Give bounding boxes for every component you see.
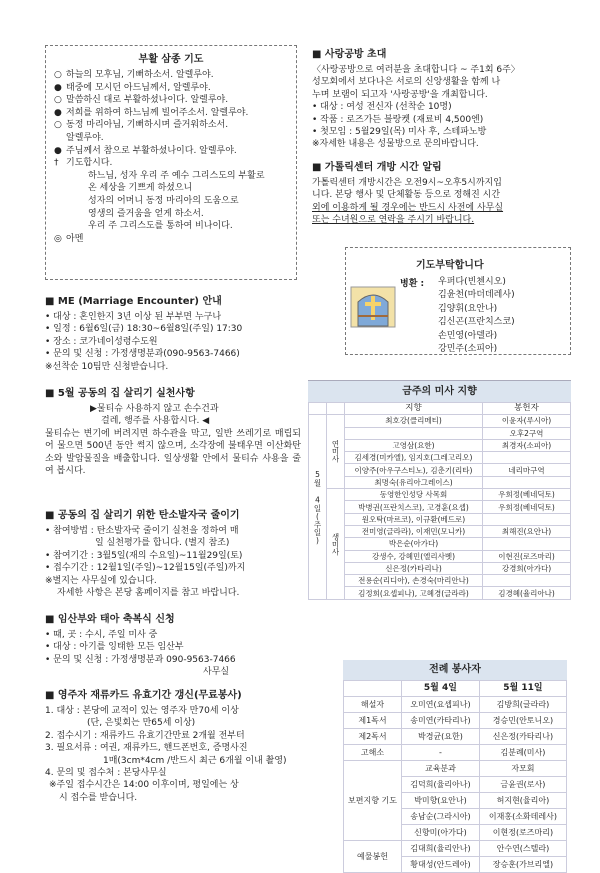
table-row bbox=[309, 562, 571, 574]
table-row bbox=[309, 464, 571, 476]
table-row bbox=[309, 525, 571, 537]
workshop-title: ■ 사랑공방 초대 bbox=[312, 49, 387, 60]
me-section bbox=[45, 292, 300, 373]
stained-glass-icon bbox=[350, 286, 396, 328]
workshop-line: • 대상 : 여성 전신자 (선착순 10명) bbox=[312, 102, 452, 113]
server-cell: 이재홍(소화데레사) bbox=[479, 809, 566, 825]
table-row bbox=[309, 415, 571, 427]
role-cell: 고해소 bbox=[344, 745, 402, 761]
carbon-line: • 참여방법 : 탄소발자국 줄이기 실천을 정하여 매 bbox=[45, 526, 239, 536]
table-row bbox=[309, 587, 571, 599]
workshop-line: • 작품 : 로즈가든 블랑켓 (재료비 4,500엔) bbox=[312, 114, 484, 125]
prayer-lines bbox=[54, 69, 288, 245]
prayer-line bbox=[54, 195, 288, 208]
pregnancy-line: • 문의 및 신청 : 가정생명분과 090-9563-7466 bbox=[45, 654, 236, 665]
prayer-line bbox=[54, 94, 288, 107]
server-cell: - bbox=[402, 745, 480, 761]
role-cell: 제2독서 bbox=[344, 729, 402, 745]
card-line: 1. 대상 : 본당에 교적이 있는 영주자 만70세 이상 bbox=[45, 706, 239, 716]
workshop-line: 누며 보램이 되고자 '사랑공방'을 개최합니다. bbox=[312, 89, 488, 100]
carbon-line: ※별지는 사무실에 있습니다. bbox=[45, 575, 157, 586]
center-line: 니다. 본당 행사 및 단체활동 등으로 정해진 시간 bbox=[312, 190, 501, 201]
prayer-line bbox=[54, 82, 288, 95]
prayer-line bbox=[54, 132, 288, 145]
prayer-text: 하늘의 모후님, 기뻐하소서. 알렐루야. bbox=[66, 70, 214, 80]
mass-date-header bbox=[309, 403, 327, 415]
prayer-name: 김양휘(요안나) bbox=[438, 303, 498, 314]
prayer-text: 태중에 모시던 아드님께서, 알렐루야. bbox=[66, 82, 211, 93]
center-line: 또는 수녀원으로 연락을 주시기 바랍니다. bbox=[312, 215, 475, 226]
pregnancy-line: • 대상 : 아기를 잉태한 모든 임산부 bbox=[45, 642, 184, 653]
server-cell: 경승민(안토니오) bbox=[479, 713, 566, 729]
card-line: 3. 필요서류 : 여권, 재류카드, 핸드폰번호, 증명사진 bbox=[45, 743, 248, 754]
offerer-cell: 오후2구역 bbox=[483, 427, 571, 439]
center-line: 외에 이용하게 될 경우에는 반드시 사전에 사무실 bbox=[312, 202, 504, 213]
prayer-text: 말씀하신 대로 부활하셨나이다. 알렐루야. bbox=[66, 95, 229, 106]
intention-cell: 이양주(아우구스티노), 김춘기(리타) bbox=[345, 464, 483, 476]
server-cell: 신은정(카타리나) bbox=[479, 729, 566, 745]
carbon-line: • 접수기간 : 12월1일(주일)~12월15일(주일)까지 bbox=[45, 563, 246, 574]
server-cell: 금윤권(로사) bbox=[479, 777, 566, 793]
me-title: ■ ME (Marriage Encounter) 안내 bbox=[45, 296, 222, 307]
card-line: 시 접수를 받습니다. bbox=[59, 792, 138, 803]
carbon-line: 자세한 사항은 본당 홈페이지를 참고 바랍니다. bbox=[57, 588, 240, 599]
pregnancy-title: ■ 임산부와 태아 축복식 신청 bbox=[45, 614, 175, 625]
group-cell: 자모회 bbox=[479, 761, 566, 777]
prayer-text: 동정 마리아님, 기뻐하시며 즐거워하소서. bbox=[66, 120, 229, 131]
offerer-cell: 이윤자(루시아) bbox=[483, 415, 571, 427]
server-cell: 장승훈(가브리엘) bbox=[479, 857, 566, 873]
card-title: ■ 영주자 재류카드 유효기간 갱신(무료봉사) bbox=[45, 690, 242, 701]
prayer-marker: ○ bbox=[54, 120, 62, 131]
prayer-text: 알렐루야. bbox=[66, 132, 104, 143]
workshop-line: ※자세한 내용은 성물방으로 문의바랍니다. bbox=[312, 139, 479, 150]
prayer-line bbox=[54, 107, 288, 120]
carbon-section bbox=[45, 506, 301, 599]
table-row bbox=[309, 501, 571, 513]
prayer-request-box bbox=[345, 247, 571, 355]
table-row bbox=[309, 452, 571, 464]
carbon-line: 일 실천평가를 합니다. (별지 참조) bbox=[95, 538, 230, 549]
prayer-name: 김신곤(프란치스코) bbox=[438, 317, 515, 328]
offerer-cell bbox=[483, 452, 571, 464]
tissue-body: 물티슈는 변기에 버려지면 하수관을 막고, 일반 쓰레기로 매립되어 물으면 500년 동안 썩지 않으며, 소각장에 불태우면 이산화탄소와 발암물질을 배출합니다. 일상생활 안에서 물티슈 사용을 줄여 봅시다. bbox=[45, 428, 301, 477]
prayer-line bbox=[54, 208, 288, 221]
workshop-line: 성모회에서 보다나은 서로의 신앙생활을 함께 나 bbox=[312, 77, 501, 88]
table-row bbox=[309, 427, 571, 439]
intention-cell: 최명숙(유리아그레이스) bbox=[345, 476, 483, 488]
tissue-section bbox=[45, 384, 301, 477]
server-cell: 오미연(요셉피나) bbox=[402, 697, 480, 713]
card-line: ※주일 접수시간은 14:00 이후이며, 평일에는 상 bbox=[49, 780, 239, 791]
mass-group-memorial: 연미사 bbox=[327, 415, 345, 489]
prayer-text: 온 세상을 기쁘게 하셨으니 bbox=[88, 183, 193, 194]
server-cell: 송남순(그라시아) bbox=[402, 809, 480, 825]
intention-cell: 신은정(카타리나) bbox=[345, 562, 483, 574]
offerer-cell: 최경자(소피아) bbox=[483, 439, 571, 451]
liturgy-table bbox=[343, 680, 567, 873]
server-cell: 박미향(요안나) bbox=[402, 793, 480, 809]
role-cell: 제1독서 bbox=[344, 713, 402, 729]
prayer-marker: ○ bbox=[54, 70, 62, 80]
role-cell: 해설자 bbox=[344, 697, 402, 713]
liturgy-title: 전례 봉사자 bbox=[343, 660, 567, 680]
prayer-line bbox=[54, 170, 288, 183]
me-line: • 일정 : 6월6일(금) 18:30~6월8일(주일) 17:30 bbox=[45, 324, 243, 335]
center-title: ■ 가톨릭센터 개방 시간 알림 bbox=[312, 162, 442, 173]
table-row bbox=[309, 513, 571, 525]
offerer-cell: 강경희(아가다) bbox=[483, 562, 571, 574]
workshop-line: 〈사랑공방으로 여러분을 초대합니다 ~ 주1회 6주〉 bbox=[312, 65, 520, 75]
intention-cell: 고영삼(요한) bbox=[345, 439, 483, 451]
prayer-line bbox=[54, 233, 288, 246]
card-line: (단, 은빛회는 만65세 이상) bbox=[87, 718, 196, 729]
table-row bbox=[344, 729, 567, 745]
intention-cell: 전용순(리디아), 손경숙(마리안나) bbox=[345, 575, 483, 587]
prayer-name: 우퍼다(빈첸시오) bbox=[438, 277, 506, 287]
server-cell: 황대성(안드레아) bbox=[402, 857, 480, 873]
prayer-marker: ● bbox=[54, 107, 62, 118]
prayer-line bbox=[54, 182, 288, 195]
me-line: • 문의 및 신청 : 가정생명분과(090-9563-7466) bbox=[45, 349, 240, 360]
table-row bbox=[309, 575, 571, 587]
mass-intentions-title: 금주의 미사 지향 bbox=[308, 380, 571, 402]
me-line: • 장소 : 코가네이성령수도원 bbox=[45, 336, 158, 347]
server-cell: 안수연(스텔라) bbox=[479, 841, 566, 857]
prayer-marker bbox=[54, 132, 66, 145]
prayer-text: 아멘 bbox=[66, 233, 84, 244]
prayer-marker: ○ bbox=[54, 95, 62, 106]
tissue-sub: 걸레, 행주를 사용합시다. ◀ bbox=[101, 416, 210, 427]
prayer-name: 강민주(소피아) bbox=[438, 344, 498, 355]
date2-header: 5월 11일 bbox=[479, 681, 566, 697]
prayer-name: 김윤천(마더데레사) bbox=[438, 290, 515, 301]
intention-cell: 박병권(프란치스코), 고경훈(요셉) bbox=[345, 501, 483, 513]
prayer-text: 하느님, 성자 우리 주 예수 그리스도의 부활로 bbox=[88, 170, 265, 181]
card-section bbox=[45, 686, 301, 804]
server-cell: 김대희(율리안나) bbox=[402, 841, 480, 857]
illness-label: 병환 : bbox=[400, 279, 425, 289]
tissue-sub: ▶물티슈 사용하지 않고 손수건과 bbox=[90, 404, 219, 414]
card-line: 2. 접수시기 : 재류카드 유효기간만료 2개월 전부터 bbox=[45, 730, 245, 741]
mass-type-header bbox=[327, 403, 345, 415]
prayer-text: 영생의 즐거움을 얻게 하소서. bbox=[88, 208, 204, 219]
server-cell: 김덕희(율리아나) bbox=[402, 777, 480, 793]
table-row bbox=[309, 550, 571, 562]
offerer-header: 봉헌자 bbox=[483, 403, 571, 415]
offerer-cell bbox=[483, 538, 571, 550]
intention-header: 지향 bbox=[345, 403, 483, 415]
table-row bbox=[344, 745, 567, 761]
prayer-marker: ● bbox=[54, 145, 62, 156]
table-row bbox=[309, 476, 571, 488]
prayer-marker: ◎ bbox=[54, 233, 62, 244]
prayer-line bbox=[54, 157, 288, 170]
intention-cell: 원오탁(마르코), 이규환(베드로) bbox=[345, 513, 483, 525]
card-line: 1매(3cm*4cm /반드시 최근 6개월 이내 촬영) bbox=[103, 755, 287, 766]
offerer-cell: 네리마구역 bbox=[483, 464, 571, 476]
prayer-text: 기도합시다. bbox=[66, 158, 113, 169]
workshop-line: • 첫모임 : 5월29일(목) 미사 후, 스테파노방 bbox=[312, 127, 487, 138]
mass-intentions bbox=[308, 380, 571, 600]
intention-cell: 박은순(아가다) bbox=[345, 538, 483, 550]
prayer-line bbox=[54, 69, 288, 82]
mass-date: 5월 4일(주일) bbox=[309, 415, 327, 599]
card-line: 4. 문의 및 접수처 : 본당사무실 bbox=[45, 768, 167, 779]
carbon-title: ■ 공동의 집 살리기 위한 탄소발자국 줄이기 bbox=[45, 510, 240, 521]
intention-cell: 동영한인성당 사목회 bbox=[345, 489, 483, 501]
prayer-box bbox=[45, 45, 297, 280]
offerer-cell bbox=[483, 575, 571, 587]
prayer-title: 부활 삼종 기도 bbox=[138, 54, 204, 65]
intention-cell: 전미영(글라라), 이재민(모니카) bbox=[345, 525, 483, 537]
intention-cell: 김세경(미카엘), 임지호(그레고리오) bbox=[345, 452, 483, 464]
offerer-cell: 김경혜(율리아나) bbox=[483, 587, 571, 599]
role-header bbox=[344, 681, 402, 697]
role-cell: 보편지향 기도 bbox=[344, 761, 402, 841]
carbon-line: • 참여기간 : 3월5일(재의 수요일)~11월29일(토) bbox=[45, 550, 243, 561]
prayer-text: 성자의 어머니 동정 마리아의 도움으로 bbox=[88, 195, 239, 206]
tissue-title: ■ 5월 공동의 집 살리기 실천사항 bbox=[45, 388, 195, 399]
group-cell: 교육분과 bbox=[402, 761, 480, 777]
prayer-marker: † bbox=[54, 158, 59, 169]
offerer-cell: 우희정(베네딕토) bbox=[483, 489, 571, 501]
liturgy-servers bbox=[343, 660, 567, 873]
table-row bbox=[309, 489, 571, 501]
prayer-line bbox=[54, 145, 288, 158]
center-line: 가톨릭센터 개방시간은 오전9시~오후5시까지입 bbox=[312, 178, 502, 188]
offerer-cell: 최해진(요안나) bbox=[483, 525, 571, 537]
prayer-text: 주님께서 참으로 부활하셨나이다. 알렐루야. bbox=[66, 145, 237, 156]
server-cell: 허지현(율리아) bbox=[479, 793, 566, 809]
prayer-text: 우리 주 그리스도를 통하여 비나이다. bbox=[88, 221, 233, 232]
prayer-marker: ● bbox=[54, 82, 62, 93]
workshop-section bbox=[312, 45, 570, 151]
role-cell: 예물봉헌 bbox=[344, 841, 402, 873]
intention-cell: 강생수, 강혜민(엘리사벳) bbox=[345, 550, 483, 562]
table-row bbox=[344, 713, 567, 729]
prayer-text: 저희를 위하여 하느님께 빌어주소서. 알렐루야. bbox=[66, 107, 249, 118]
pregnancy-line: • 때, 곳 : 수시, 주일 미사 중 bbox=[45, 630, 158, 640]
server-cell: 신향미(아가다) bbox=[402, 825, 480, 841]
prayer-name: 손민영(아델라) bbox=[438, 330, 498, 341]
pregnancy-line: 사무실 bbox=[203, 667, 230, 678]
server-cell: 김방희(글라라) bbox=[479, 697, 566, 713]
date1-header: 5월 4일 bbox=[402, 681, 480, 697]
prayer-line bbox=[54, 220, 288, 233]
offerer-cell bbox=[483, 476, 571, 488]
server-cell: 이현정(로즈마리) bbox=[479, 825, 566, 841]
offerer-cell: 이현진(로즈마리) bbox=[483, 550, 571, 562]
table-row bbox=[344, 761, 567, 777]
mass-group-living: 생미사 bbox=[327, 489, 345, 600]
me-line: • 대상 : 혼인한지 3년 이상 된 부부면 누구나 bbox=[45, 312, 222, 322]
table-row bbox=[344, 697, 567, 713]
intention-cell bbox=[345, 427, 483, 439]
prayer-line bbox=[54, 119, 288, 132]
offerer-cell bbox=[483, 513, 571, 525]
me-line: ※선착순 10팀만 신청받습니다. bbox=[45, 361, 169, 372]
server-cell: 송미연(카타리나) bbox=[402, 713, 480, 729]
prayer-request-title: 기도부탁합니다 bbox=[416, 260, 484, 271]
offerer-cell: 우희정(베네딕토) bbox=[483, 501, 571, 513]
intention-cell: 김정희(요셉피나), 고혜경(글라라) bbox=[345, 587, 483, 599]
prayer-names bbox=[438, 276, 515, 356]
mass-intentions-table bbox=[308, 402, 571, 600]
server-cell: 김분례(미사) bbox=[479, 745, 566, 761]
center-section bbox=[312, 158, 570, 227]
intention-cell: 최호강(클리메티) bbox=[345, 415, 483, 427]
table-row bbox=[309, 538, 571, 550]
table-row bbox=[309, 439, 571, 451]
pregnancy-section bbox=[45, 610, 301, 679]
server-cell: 박경균(요한) bbox=[402, 729, 480, 745]
